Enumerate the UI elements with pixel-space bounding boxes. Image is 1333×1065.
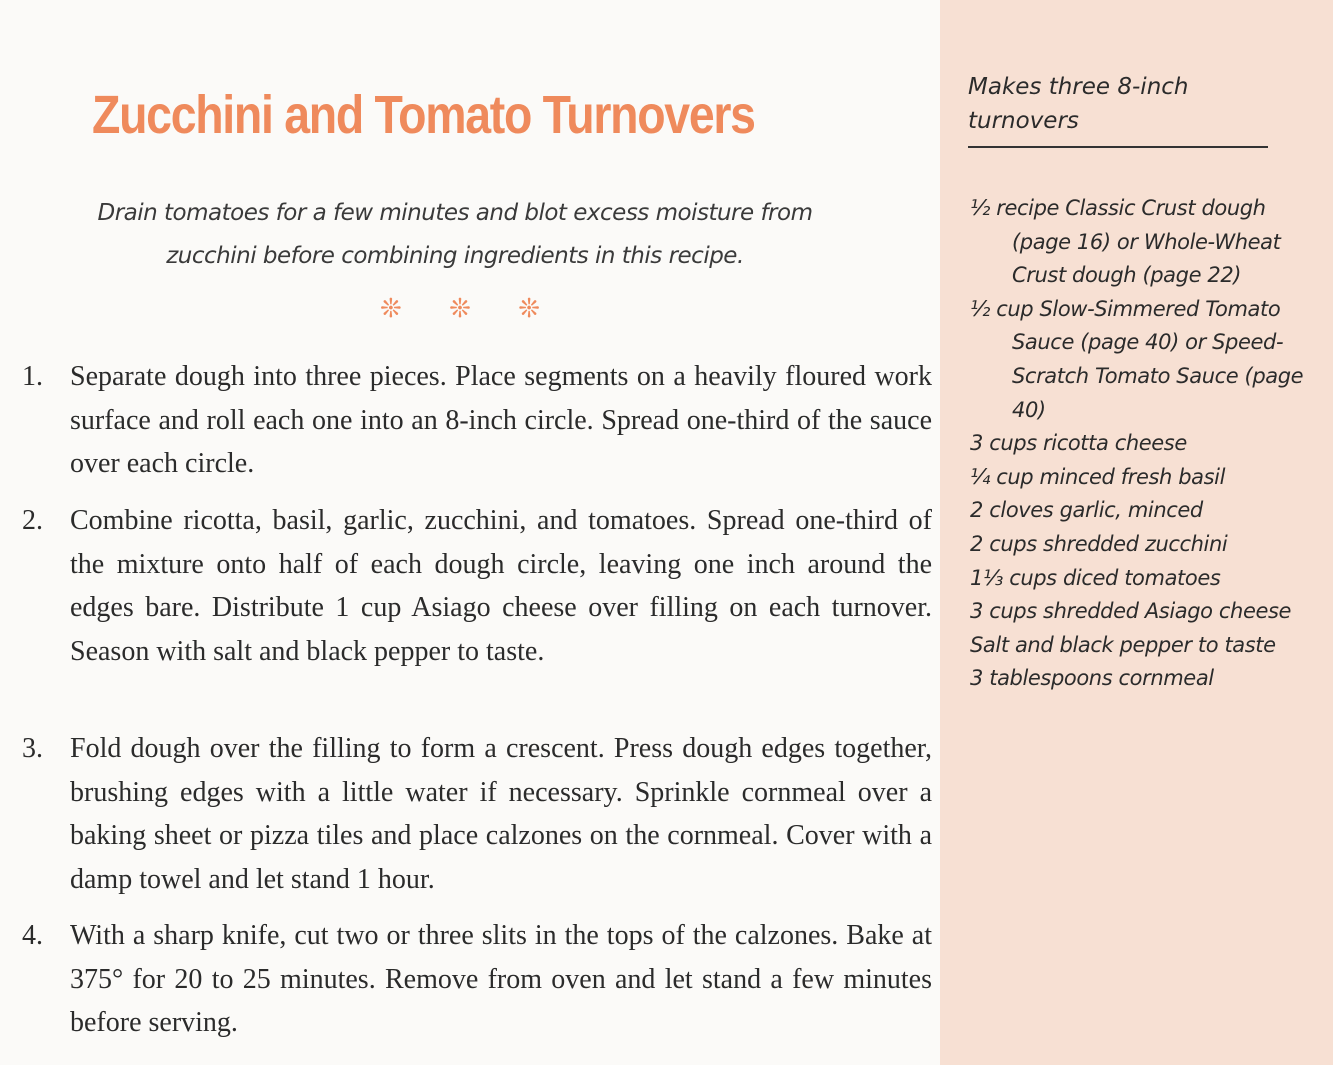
ingredient-item: 1⅓ cups diced tomatoes	[970, 565, 1221, 590]
ingredient-item: 3 tablespoons cornmeal	[970, 666, 1214, 691]
ingredient-item: 3 cups ricotta cheese	[970, 431, 1187, 456]
recipe-title: Zucchini and Tomato Turnovers	[92, 85, 755, 145]
instruction-step	[22, 914, 932, 1045]
ingredient-item: 2 cups shredded zucchini	[970, 531, 1228, 556]
sidebar-divider	[968, 146, 1268, 148]
asterisk-ornament-icon: ❊	[518, 294, 540, 324]
asterisk-ornament-icon: ❊	[380, 294, 402, 324]
instruction-step	[22, 355, 932, 486]
step-text: With a sharp knife, cut two or three slits in the tops of the calzones. Bake at 375° for 20 to 25 minutes. Remove from oven and let stand a few minutes before serving.	[70, 920, 932, 1038]
ingredient-item: ½ cup Slow-Simmered Tomato Sauce (page 40) or Speed-Scratch Tomato Sauce (page 40)	[970, 296, 1304, 422]
asterisk-ornament-icon: ❊	[449, 294, 471, 324]
step-text: Separate dough into three pieces. Place segments on a heavily floured work surface and roll each one into an 8-inch circle. Spread one-third of the sauce over each circle.	[70, 361, 932, 479]
ingredient-item: 3 cups shredded Asiago cheese	[970, 599, 1292, 624]
step-number: 1.	[22, 361, 43, 392]
instruction-step	[22, 499, 932, 673]
ingredient-item: 2 cloves garlic, minced	[970, 498, 1203, 523]
ornament-divider	[380, 294, 540, 324]
ingredient-list	[970, 192, 1310, 696]
ingredient-item: Salt and black pepper to taste	[970, 632, 1276, 657]
step-number: 4.	[22, 920, 43, 951]
step-number: 3.	[22, 733, 43, 764]
intro-line: Drain tomatoes for a few minutes and blot excess moisture from	[97, 200, 813, 226]
ingredient-item: ½ recipe Classic Crust dough (page 16) or Whole-Wheat Crust dough (page 22)	[970, 196, 1281, 288]
recipe-yield: Makes three 8-inch turnovers	[968, 74, 1189, 134]
step-text: Fold dough over the filling to form a crescent. Press dough edges together, brushing edges with a little water if necessary. Sprinkle cornmeal over a baking sheet or pizza tiles and place calzones on the cornmeal. Cover with a damp towel and let stand 1 hour.	[70, 733, 932, 895]
instruction-step	[22, 727, 932, 901]
intro-line: zucchini before combining ingredients in this recipe.	[166, 243, 744, 269]
ingredient-item: ¼ cup minced fresh basil	[970, 464, 1226, 489]
step-text: Combine ricotta, basil, garlic, zucchini, and tomatoes. Spread one-third of the mixture onto half of each dough circle, leaving one inch around the edges bare. Distribute 1 cup Asiago cheese over filling on each turnover. Season with salt and black pepper to taste.	[70, 505, 932, 667]
step-number: 2.	[22, 505, 43, 536]
recipe-intro	[60, 192, 850, 278]
